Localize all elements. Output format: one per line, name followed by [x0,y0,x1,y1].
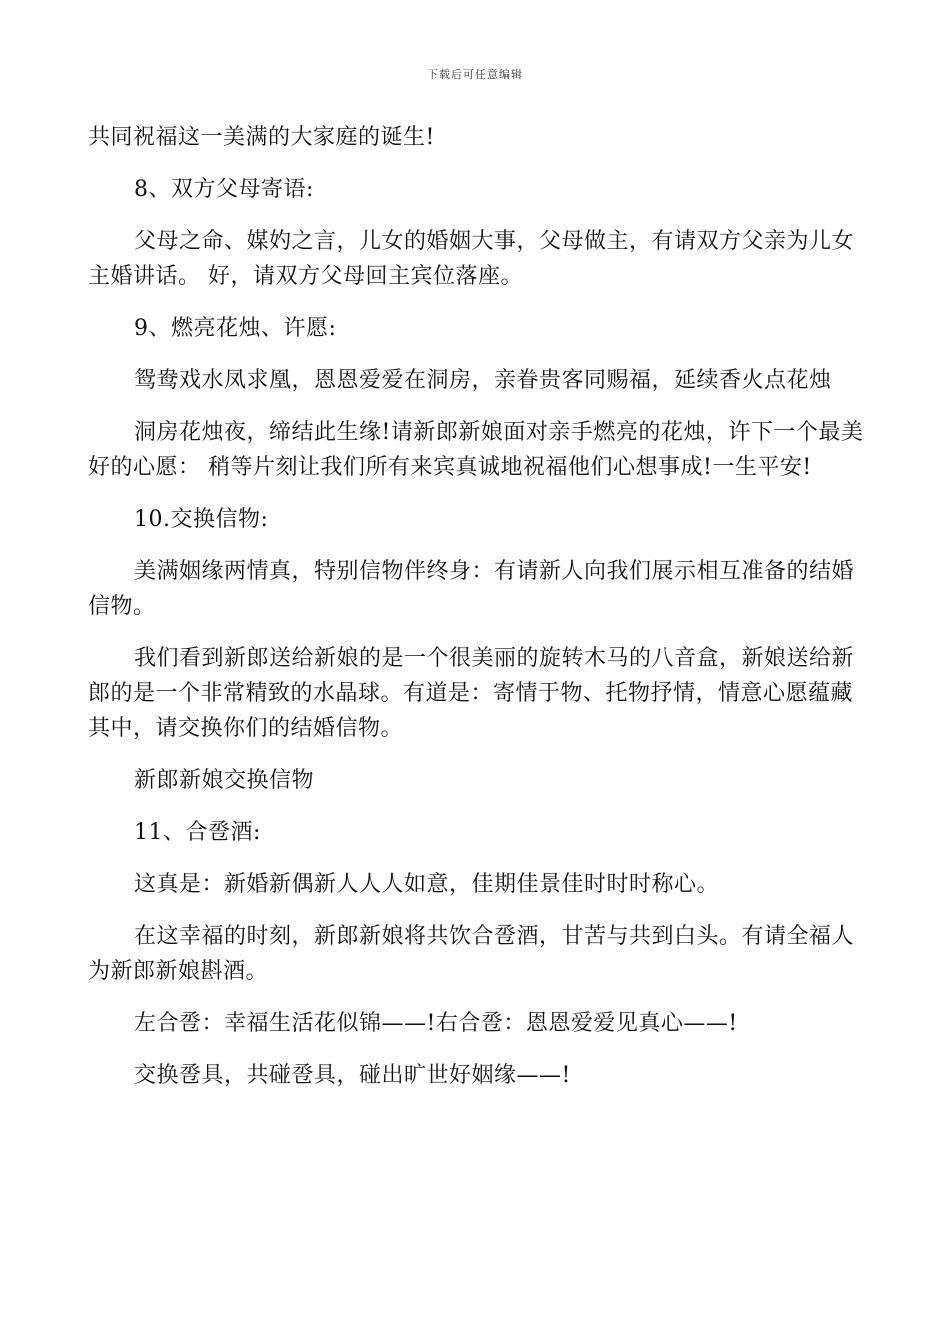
paragraph: 父母之命、媒妁之言，儿女的婚姻大事，父母做主，有请双方父亲为儿女主婚讲话。 好，请双方父母回主宾位落座。 [88,229,855,289]
section-heading: 8、双方父母寄语: [134,177,314,202]
paragraph: 共同祝福这一美满的大家庭的诞生! [88,125,435,150]
section-heading: 11、合卺酒: [134,820,261,845]
paragraph: 新郎新娘交换信物 [134,768,315,793]
paragraph: 鸳鸯戏水凤求凰，恩恩爱爱在洞房，亲眷贵客同赐福，延续香火点花烛 [134,368,832,393]
paragraph: 我们看到新郎送给新娘的是一个很美丽的旋转木马的八音盒，新娘送给新郎的是一个非常精致的水晶球。有道是：寄情于物、托物抒情，情意心愿蕴藏其中，请交换你们的结婚信物。 [88,646,855,741]
paragraph: 交换卺具，共碰卺具，碰出旷世好姻缘——! [134,1063,571,1088]
paragraph: 洞房花烛夜，缔结此生缘!请新郎新娘面对亲手燃亮的花烛，许下一个最美好的心愿： 稍等片刻让我们所有来宾真诚地祝福他们心想事成!一生平安! [88,420,864,480]
paragraph: 在这幸福的时刻，新郎新娘将共饮合卺酒，甘苦与共到白头。有请全福人为新郎新娘斟酒。 [88,924,855,984]
section-heading: 9、燃亮花烛、许愿: [134,316,337,341]
section-heading: 10.交换信物: [134,507,269,532]
paragraph: 这真是：新婚新偶新人人人如意，佳期佳景佳时时时称心。 [134,872,720,897]
document-body [88,120,864,1093]
paragraph: 左合卺：幸福生活花似锦——!右合卺：恩恩爱爱见真心——! [134,1011,738,1036]
paragraph: 美满姻缘两情真，特别信物伴终身：有请新人向我们展示相互准备的结婚信物。 [88,559,855,619]
page-header: 下载后可任意编辑 [427,68,523,81]
